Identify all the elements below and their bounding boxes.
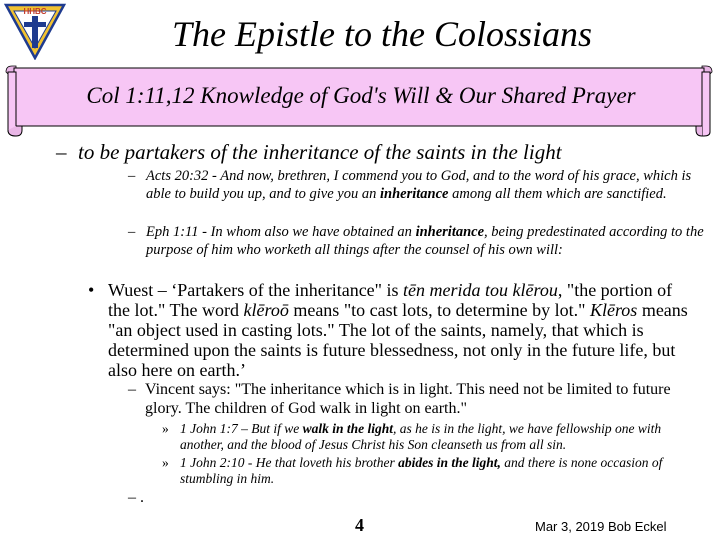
svg-text:HHBC: HHBC	[23, 7, 47, 16]
verse-eph-1-11	[128, 224, 708, 278]
verse-acts-20-32	[128, 168, 708, 222]
verse-text: 1 John 2:10 - He that loveth his brother abides in the light, and there is none occasion of stumbling in him.	[180, 455, 663, 486]
footer-date-author: Mar 3, 2019 Bob Eckel	[535, 519, 667, 534]
chevron-marker: »	[162, 455, 169, 470]
verse-text: 1 John 1:7 – But if we walk in the light, as he is in the light, we have fellowship one with another, and the blood of Jesus Christ his Son cleanseth us from all sin.	[180, 421, 662, 452]
dash-marker: –	[128, 168, 136, 184]
slide-title: The Epistle to the Colossians	[171, 14, 592, 54]
main-point-text: to be partakers of the inheritance of the saints in the light	[78, 140, 562, 164]
chevron-marker: »	[162, 421, 169, 436]
dash-marker: –	[128, 224, 136, 240]
verse-text: Eph 1:11 - In whom also we have obtained an inheritance, being predestinated according to the purpose of him who worketh all things after the counsel of his own will:	[146, 224, 704, 258]
bullet-marker: •	[88, 280, 95, 300]
dash-marker: –	[56, 140, 67, 164]
page-number: 4	[355, 515, 364, 535]
wuest-text: Wuest – ‘Partakers of the inheritance" is tēn merida tou klērou, "the portion of the lot." The word klēroō means "to cast lots, to determine by lot." Klēros means "an object used in casting lots." The lot of the saints, namely, that which is determined upon the saints is future blessedness, not only in the future life, but also here on earth.’	[108, 280, 688, 380]
vincent-text: Vincent says: "The inheritance which is in light. This need not be limited to future glory. The children of God walk in light on earth."	[145, 381, 671, 417]
empty-list-item: – .	[128, 489, 144, 506]
verse-1-john-1-7	[162, 421, 702, 455]
verse-text: Acts 20:32 - And now, brethren, I commend you to God, and to the word of his grace, which is able to build you up, and to give you an inheritance among all them which are sanctified.	[146, 168, 692, 202]
topic-banner	[2, 60, 716, 138]
banner-title: Col 1:11,12 Knowledge of God's Will & Our Shared Prayer	[86, 83, 636, 108]
verse-1-john-2-10	[162, 455, 702, 489]
dash-marker: –	[128, 381, 136, 398]
